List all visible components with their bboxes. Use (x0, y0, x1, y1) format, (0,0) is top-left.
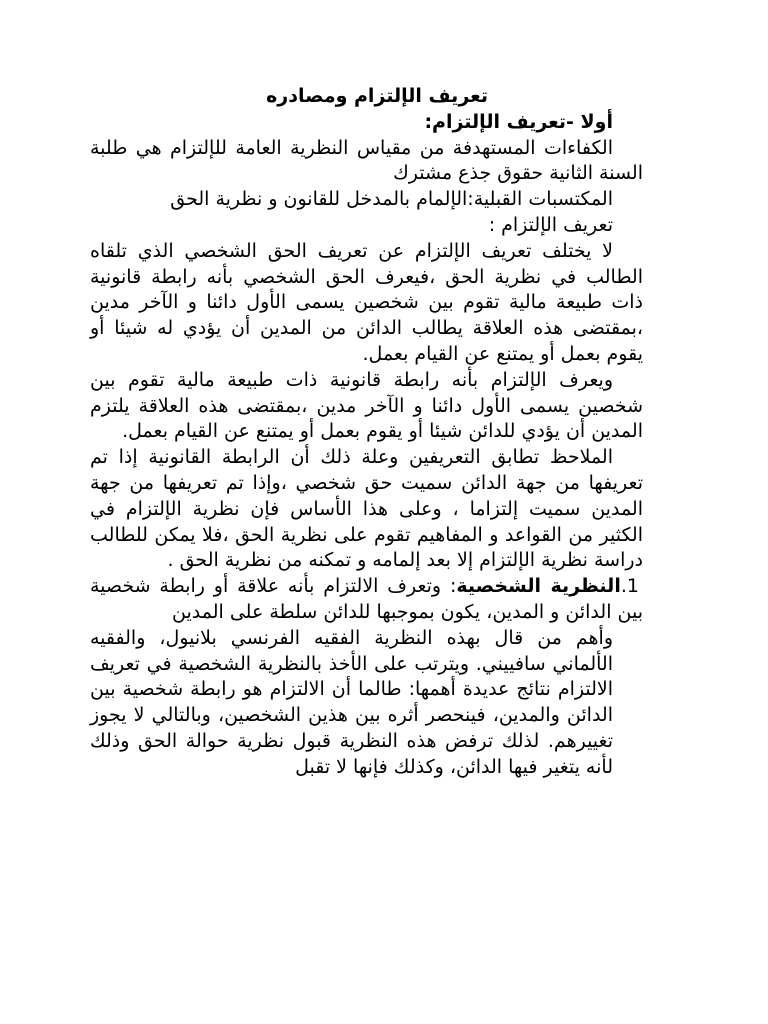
competencies-paragraph: الكفاءات المستهدفة من مقياس النظرية العامة للإلتزام هي طلبة السنة الثانية حقوق جذع مشترك (90, 136, 643, 185)
list-separator: : (441, 575, 457, 598)
list-text: وتعرف الالتزام بأنه علاقة أو رابطة شخصية بين الدائن و المدين، يكون بموجبها للدائن سلطة على المدين (90, 575, 643, 623)
paragraph-obligation-definition: ويعرف الإلتزام بأنه رابطة قانونية ذات طبيعة مالية تقوم بين شخصين يسمى الأول دائنا و الآخر مدين ،بمقتضى هذه العلاقة يلتزم المدين أن يؤدي للدائن شيئا أو يقوم بعمل أو يمتنع عن القيام بعمل. (90, 368, 643, 443)
paragraph-personal-right: لا يختلف تعريف الإلتزام عن تعريف الحق الشخصي الذي تلقاه الطالب في نظرية الحق ،فيعرف الحق الشخصي بأنه رابطة قانونية ذات طبيعة مالية تقوم بين شخصين يسمى الأول دائنا و الآخر مدين ،بمقتضى هذه العلاقة يطالب الدائن من المدين أن يؤدي له شيئا أو يقوم بعمل أو يمتنع عن القيام بعمل. (90, 239, 643, 365)
list-item-personal-theory (90, 574, 643, 626)
definition-label: تعريف الإلتزام : (488, 213, 613, 236)
document-title: تعريف الإلتزام ومصادره (266, 85, 488, 107)
prerequisites-paragraph: المكتسبات القبلية:الإلمام بالمدخل للقانون و نظرية الحق (170, 188, 613, 211)
section-heading: أولا -تعريف الإلتزام: (424, 110, 613, 133)
document-body (90, 84, 643, 781)
paragraph-observation: الملاحظ تطابق التعريفين وعلة ذلك أن الرابطة القانونية إذا تم تعريفها من جهة الدائن سميت حق شخصي ،وإذا تم تعريفها من جهة المدين سميت إلتزاما ، وعلى هذا الأساس فإن نظرية الإلتزام في الكثير من القواعد و المفاهيم تقوم على نظرية الحق ،فلا يمكن للطالب دراسة نظرية الإلتزام إلا بعد إلمامه و تمكنه من نظرية الحق . (90, 446, 643, 572)
list-term: النظرية الشخصية (456, 575, 621, 598)
list-number: 1. (620, 575, 639, 598)
paragraph-personal-theory-details: وأهم من قال بهذه النظرية الفقيه الفرنسي بلانيول، والفقيه الألماني سافييني. ويترتب على الأخذ بالنظرية الشخصية في تعريف الالتزام نتائج عديدة أهمها: طالما أن الالتزام هو رابطة شخصية بين الدائن والمدين، فينحصر أثره بين هذين الشخصين، وبالتالي لا يجوز تغييرهم. لذلك ترفض هذه النظرية قبول نظرية حوالة الحق وذلك لأنه يتغير فيها الدائن، وكذلك فإنها لا تقبل (90, 626, 613, 778)
